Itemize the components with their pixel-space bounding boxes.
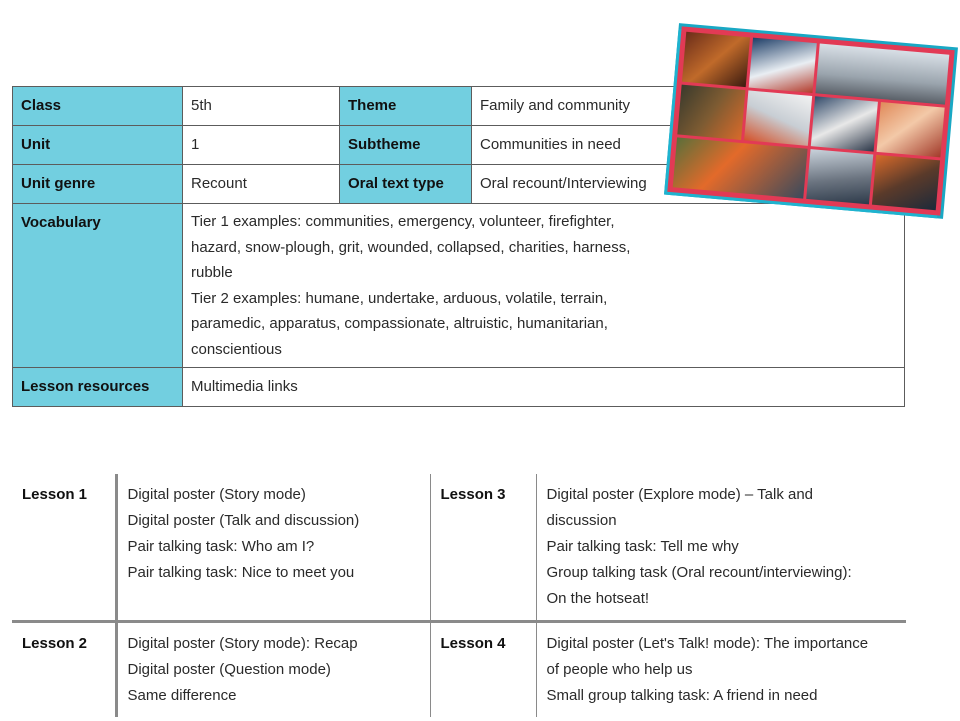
vocabulary-line: paramedic, apparatus, compassionate, altruistic, humanitarian, [191,315,608,332]
photo-collage [667,26,954,215]
subtheme-value: Communities in need [472,126,905,165]
lesson-item: Pair talking task: Nice to meet you [127,564,355,581]
lesson-item: Pair talking task: Who am I? [127,538,315,555]
lesson-1-content [116,474,430,622]
collage-grid [673,32,950,210]
collage-photo [748,38,816,93]
vocabulary-line: hazard, snow-plough, grit, wounded, collapsed, charities, harness, [191,238,631,256]
vocabulary-line: Tier 1 examples: communities, emergency, volunteer, firefighter, [191,213,615,230]
theme-label: Theme [340,87,472,126]
collage-photo [682,32,750,87]
lesson-item: discussion [546,512,617,529]
vocabulary-line: rubble [191,264,233,281]
lessons-row [12,474,906,622]
lesson-item: Digital poster (Let's Talk! mode): The importance [546,635,869,652]
theme-value: Family and community [472,87,905,126]
collage-photo [744,90,812,145]
vocabulary-label: Vocabulary [13,204,183,368]
lesson-4-label: Lesson 4 [430,622,536,718]
lessons-row [12,622,906,718]
unit-label: Unit [13,126,183,165]
lesson-1-label: Lesson 1 [12,474,116,622]
collage-photo [673,137,807,198]
collage-photo [810,96,878,151]
lesson-item: Group talking task (Oral recount/interviewing): [546,564,852,581]
vocabulary-line: conscientious [191,340,282,358]
lesson-2-label: Lesson 2 [12,622,116,718]
collage-photo [806,149,874,204]
row-vocabulary [13,204,905,368]
collage-photo [815,43,949,104]
lesson-2-content [116,622,430,718]
lesson-3-label: Lesson 3 [430,474,536,622]
lesson-item: Digital poster (Explore mode) – Talk and [546,486,814,503]
oral-text-type-value: Oral recount/Interviewing [472,165,905,204]
class-label: Class [13,87,183,126]
lesson-item: Same difference [127,687,237,704]
lesson-item: Digital poster (Story mode): Recap [127,635,358,652]
subtheme-label: Subtheme [340,126,472,165]
unit-value: 1 [183,126,340,165]
class-value: 5th [183,87,340,126]
lesson-item: of people who help us [546,661,693,678]
lesson-item: Digital poster (Story mode) [127,486,306,503]
vocabulary-value [183,204,905,368]
lesson-4-content [536,622,906,718]
vocabulary-line: Tier 2 examples: humane, undertake, arduous, volatile, terrain, [191,289,608,307]
lesson-item: Digital poster (Question mode) [127,661,331,678]
unit-genre-label: Unit genre [13,165,183,204]
collage-photo [877,102,945,157]
collage-photo [872,155,940,210]
lesson-item: Digital poster (Talk and discussion) [127,512,360,529]
lesson-resources-value: Multimedia links [183,368,905,407]
lesson-item: On the hotseat! [546,590,650,607]
collage-photo [677,85,745,140]
lesson-3-content [536,474,906,622]
unit-genre-value: Recount [183,165,340,204]
lessons-table [12,474,906,717]
row-resources [13,368,905,407]
lesson-resources-label: Lesson resources [13,368,183,407]
lesson-item: Pair talking task: Tell me why [546,538,739,555]
lesson-item: Small group talking task: A friend in need [546,687,818,704]
oral-text-type-label: Oral text type [340,165,472,204]
